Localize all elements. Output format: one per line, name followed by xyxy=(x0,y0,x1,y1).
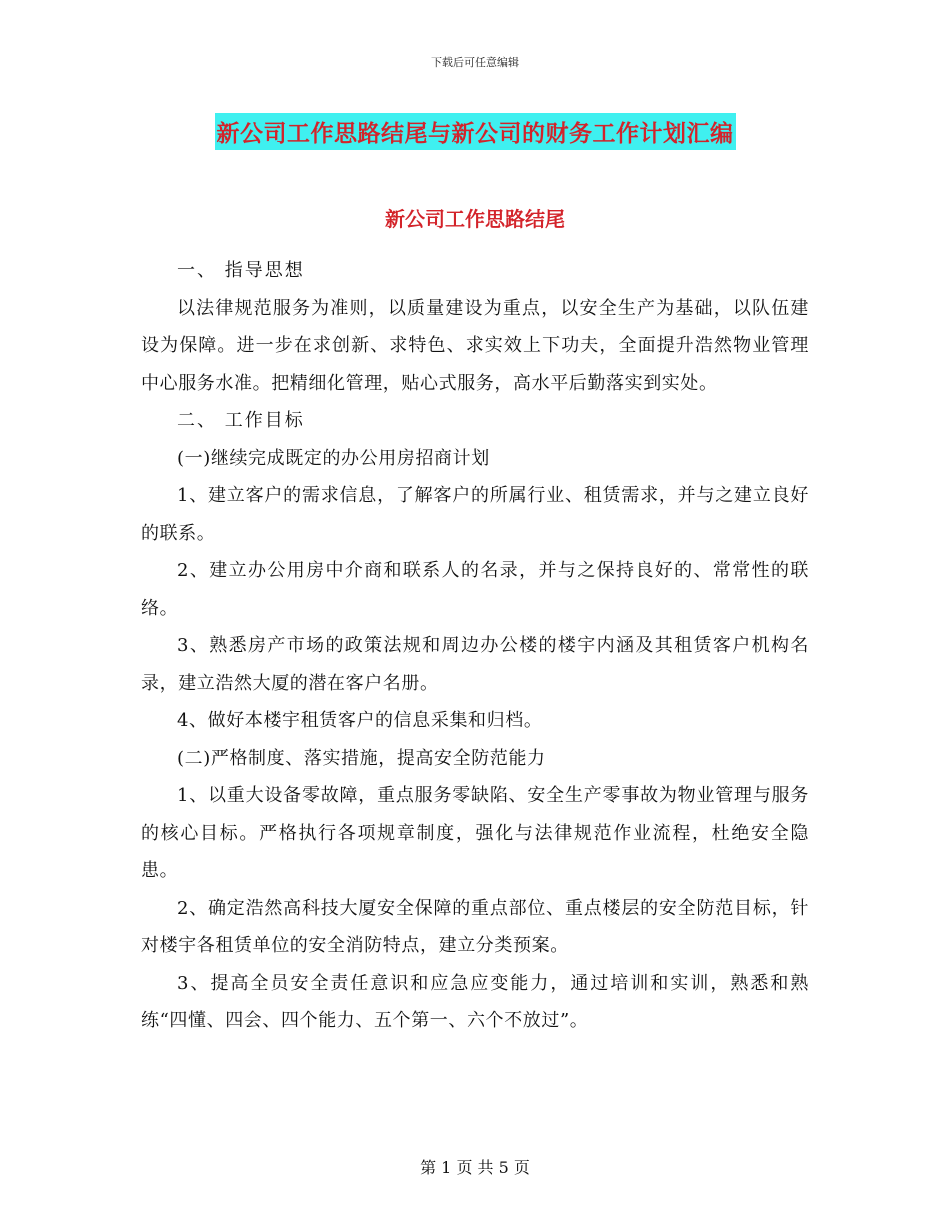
list-item: 4、做好本楼宇租赁客户的信息采集和归档。 xyxy=(177,710,543,731)
list-item: 2、建立办公用房中介商和联系人的名录，并与之保持良好的、常常性的联络。 xyxy=(141,560,809,619)
page-footer: 第 1 页 共 5 页 xyxy=(420,1158,530,1177)
main-title-wrap xyxy=(0,113,950,150)
heading-work-goals: 二、 工作目标 xyxy=(177,410,305,431)
subheading-safety: (二)严格制度、落实措施，提高安全防范能力 xyxy=(177,747,546,769)
list-item: 1、以重大设备零故障，重点服务零缺陷、安全生产零事故为物业管理与服务的核心目标。严格执行各项规章制度，强化与法律规范作业流程，杜绝安全隐患。 xyxy=(141,785,809,881)
header-note: 下载后可任意编辑 xyxy=(431,56,519,69)
paragraph: 以法律规范服务为准则，以质量建设为重点，以安全生产为基础，以队伍建设为保障。进一步在求创新、求特色、求实效上下功夫，全面提升浩然物业管理中心服务水准。把精细化管理，贴心式服务，高水平后勤落实到实处。 xyxy=(141,297,809,394)
subheading-leasing-plan: (一)继续完成既定的办公用房招商计划 xyxy=(177,447,490,469)
list-item: 3、提高全员安全责任意识和应急应变能力，通过培训和实训，熟悉和熟练“四懂、四会、四个能力、五个第一、六个不放过”。 xyxy=(141,972,809,1031)
list-item: 2、确定浩然高科技大厦安全保障的重点部位、重点楼层的安全防范目标，针对楼宇各租赁单位的安全消防特点，建立分类预案。 xyxy=(141,897,809,956)
heading-guiding-ideology: 一、 指导思想 xyxy=(177,260,305,281)
body-content xyxy=(141,252,809,1040)
main-title: 新公司工作思路结尾与新公司的财务工作计划汇编 xyxy=(215,113,736,150)
list-item: 3、熟悉房产市场的政策法规和周边办公楼的楼宇内涵及其租赁客户机构名录，建立浩然大厦的潜在客户名册。 xyxy=(141,635,809,694)
section-title: 新公司工作思路结尾 xyxy=(385,207,565,231)
list-item: 1、建立客户的需求信息，了解客户的所属行业、租赁需求，并与之建立良好的联系。 xyxy=(141,485,809,544)
